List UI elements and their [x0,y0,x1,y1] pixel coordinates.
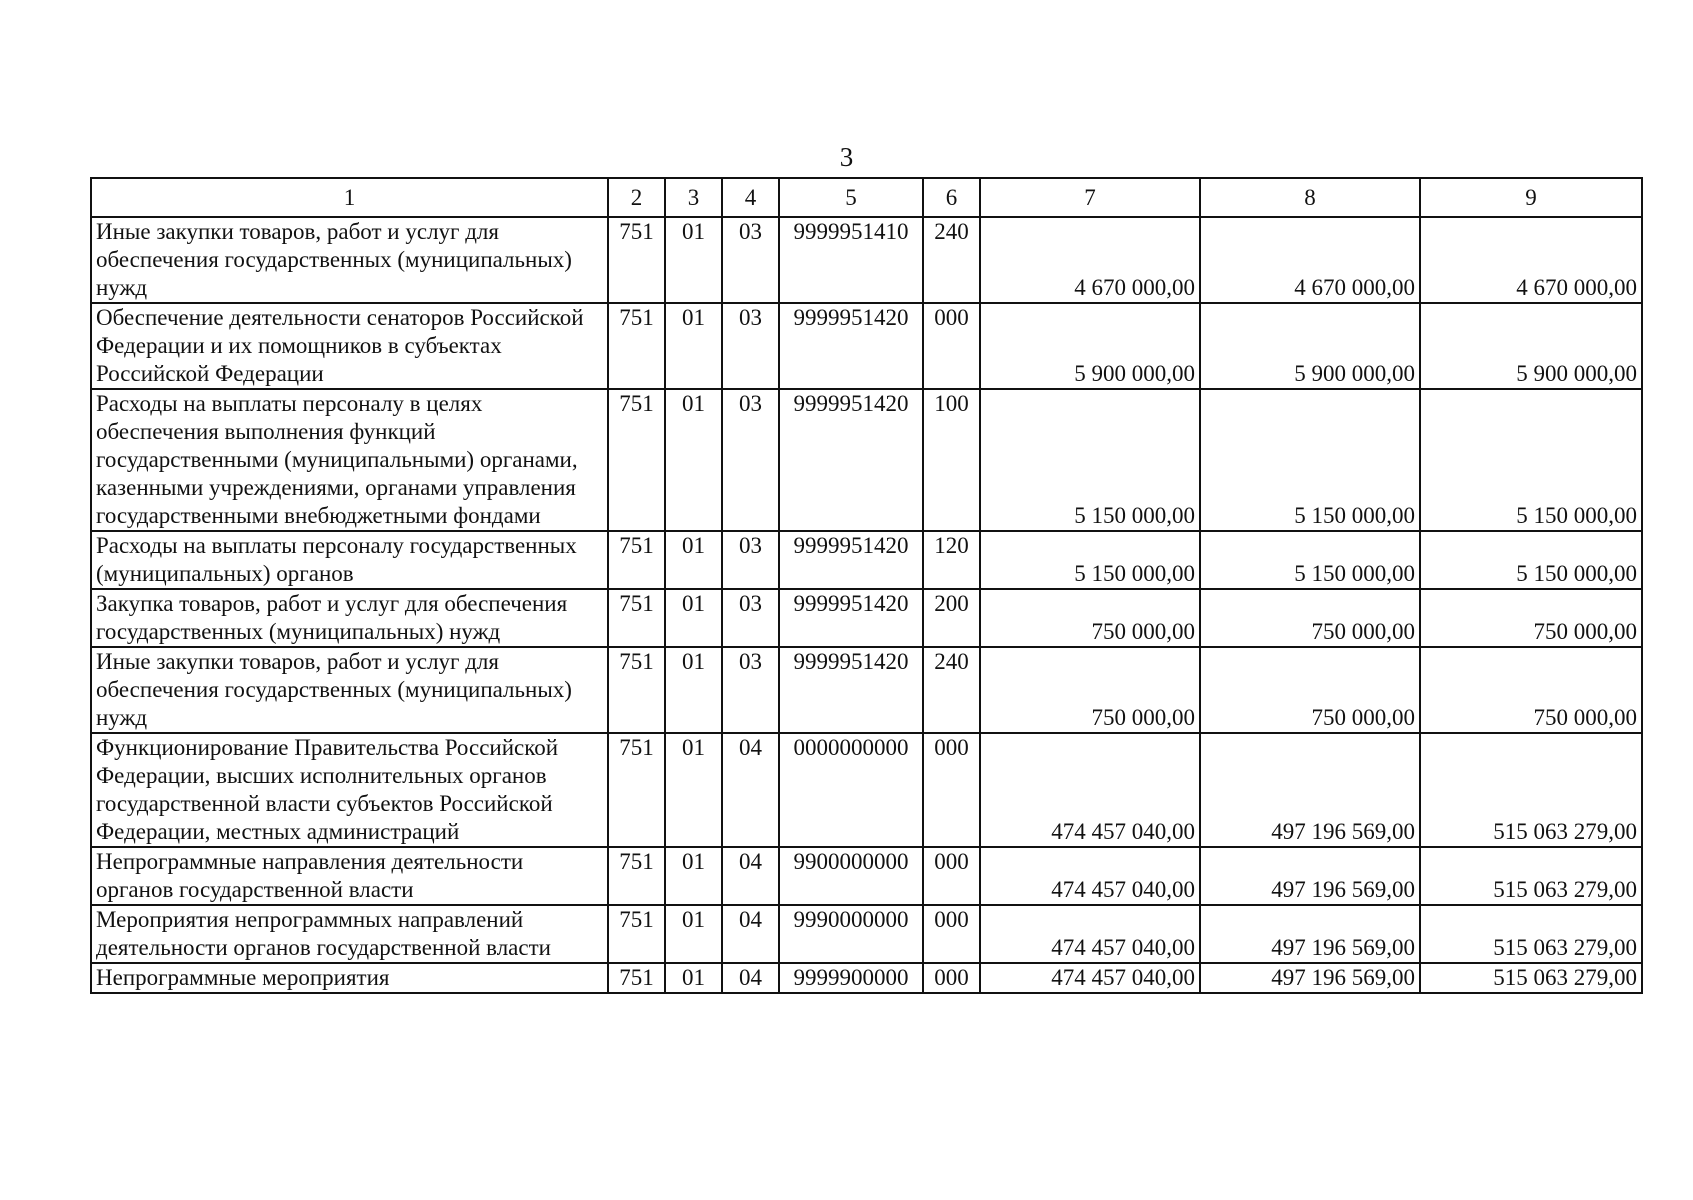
code-cell: 240 [923,647,980,733]
code-cell: 751 [608,847,665,905]
code-cell: 03 [722,217,779,303]
amount-cell: 750 000,00 [1420,647,1642,733]
column-header: 1 [91,178,608,217]
code-cell: 01 [665,905,722,963]
code-cell: 751 [608,963,665,993]
code-cell: 751 [608,303,665,389]
code-cell: 04 [722,847,779,905]
amount-cell: 5 150 000,00 [1200,531,1420,589]
amount-cell: 474 457 040,00 [980,733,1200,847]
code-cell: 751 [608,905,665,963]
code-cell: 03 [722,389,779,531]
code-cell: 03 [722,647,779,733]
code-cell: 9999951420 [779,589,923,647]
code-cell: 04 [722,905,779,963]
code-cell: 03 [722,589,779,647]
table-row [91,531,1642,589]
code-cell: 9999900000 [779,963,923,993]
code-cell: 9999951420 [779,389,923,531]
amount-cell: 474 457 040,00 [980,905,1200,963]
amount-cell: 750 000,00 [980,589,1200,647]
table-row [91,303,1642,389]
table-row [91,589,1642,647]
table-row [91,733,1642,847]
expense-name: Расходы на выплаты персоналу государственных (муниципальных) органов [91,531,608,589]
amount-cell: 515 063 279,00 [1420,963,1642,993]
table-row [91,847,1642,905]
code-cell: 01 [665,847,722,905]
code-cell: 9999951420 [779,303,923,389]
code-cell: 751 [608,217,665,303]
expense-name: Закупка товаров, работ и услуг для обеспечения государственных (муниципальных) нужд [91,589,608,647]
amount-cell: 497 196 569,00 [1200,847,1420,905]
code-cell: 200 [923,589,980,647]
amount-cell: 750 000,00 [1200,589,1420,647]
amount-cell: 5 150 000,00 [980,531,1200,589]
expense-name: Непрограммные направления деятельности органов государственной власти [91,847,608,905]
table-row [91,905,1642,963]
code-cell: 01 [665,963,722,993]
code-cell: 03 [722,303,779,389]
table-row [91,647,1642,733]
amount-cell: 497 196 569,00 [1200,905,1420,963]
expense-name: Иные закупки товаров, работ и услуг для обеспечения государственных (муниципальных) нужд [91,647,608,733]
column-header: 7 [980,178,1200,217]
column-header: 9 [1420,178,1642,217]
code-cell: 01 [665,733,722,847]
amount-cell: 5 900 000,00 [1420,303,1642,389]
amount-cell: 497 196 569,00 [1200,963,1420,993]
amount-cell: 5 150 000,00 [1420,531,1642,589]
code-cell: 04 [722,733,779,847]
amount-cell: 5 900 000,00 [1200,303,1420,389]
header-row [91,178,1642,217]
code-cell: 9999951420 [779,647,923,733]
table-row [91,389,1642,531]
column-header: 8 [1200,178,1420,217]
code-cell: 751 [608,389,665,531]
page-number: 3 [839,142,854,172]
code-cell: 01 [665,531,722,589]
amount-cell: 750 000,00 [1200,647,1420,733]
code-cell: 01 [665,303,722,389]
expense-name: Функционирование Правительства Российской Федерации, высших исполнительных органов государственной власти субъектов Российской Федерации, местных администраций [91,733,608,847]
code-cell: 04 [722,963,779,993]
table-header [91,178,1642,217]
table-body [91,217,1642,993]
code-cell: 9990000000 [779,905,923,963]
amount-cell: 515 063 279,00 [1420,905,1642,963]
amount-cell: 497 196 569,00 [1200,733,1420,847]
amount-cell: 4 670 000,00 [1420,217,1642,303]
amount-cell: 750 000,00 [1420,589,1642,647]
table-row [91,963,1642,993]
code-cell: 751 [608,647,665,733]
code-cell: 9999951410 [779,217,923,303]
column-header: 2 [608,178,665,217]
amount-cell: 4 670 000,00 [1200,217,1420,303]
column-header: 3 [665,178,722,217]
code-cell: 000 [923,733,980,847]
expense-name: Мероприятия непрограммных направлений деятельности органов государственной власти [91,905,608,963]
code-cell: 000 [923,963,980,993]
code-cell: 9999951420 [779,531,923,589]
column-header: 6 [923,178,980,217]
amount-cell: 4 670 000,00 [980,217,1200,303]
amount-cell: 750 000,00 [980,647,1200,733]
code-cell: 751 [608,531,665,589]
budget-table [90,177,1643,994]
code-cell: 0000000000 [779,733,923,847]
code-cell: 751 [608,733,665,847]
code-cell: 01 [665,389,722,531]
amount-cell: 515 063 279,00 [1420,733,1642,847]
amount-cell: 5 150 000,00 [980,389,1200,531]
code-cell: 9900000000 [779,847,923,905]
expense-name: Непрограммные мероприятия [91,963,608,993]
code-cell: 120 [923,531,980,589]
expense-name: Обеспечение деятельности сенаторов Российской Федерации и их помощников в субъектах Российской Федерации [91,303,608,389]
expense-name: Иные закупки товаров, работ и услуг для обеспечения государственных (муниципальных) нужд [91,217,608,303]
code-cell: 01 [665,647,722,733]
amount-cell: 5 150 000,00 [1200,389,1420,531]
code-cell: 01 [665,217,722,303]
code-cell: 000 [923,847,980,905]
column-header: 5 [779,178,923,217]
code-cell: 000 [923,303,980,389]
code-cell: 751 [608,589,665,647]
code-cell: 100 [923,389,980,531]
code-cell: 01 [665,589,722,647]
amount-cell: 474 457 040,00 [980,963,1200,993]
amount-cell: 474 457 040,00 [980,847,1200,905]
amount-cell: 5 900 000,00 [980,303,1200,389]
amount-cell: 5 150 000,00 [1420,389,1642,531]
table-row [91,217,1642,303]
code-cell: 03 [722,531,779,589]
code-cell: 240 [923,217,980,303]
amount-cell: 515 063 279,00 [1420,847,1642,905]
column-header: 4 [722,178,779,217]
code-cell: 000 [923,905,980,963]
expense-name: Расходы на выплаты персоналу в целях обеспечения выполнения функций государственными (муниципальными) органами, казенными учреждениями, органами управления государственными внебюджетными фондами [91,389,608,531]
